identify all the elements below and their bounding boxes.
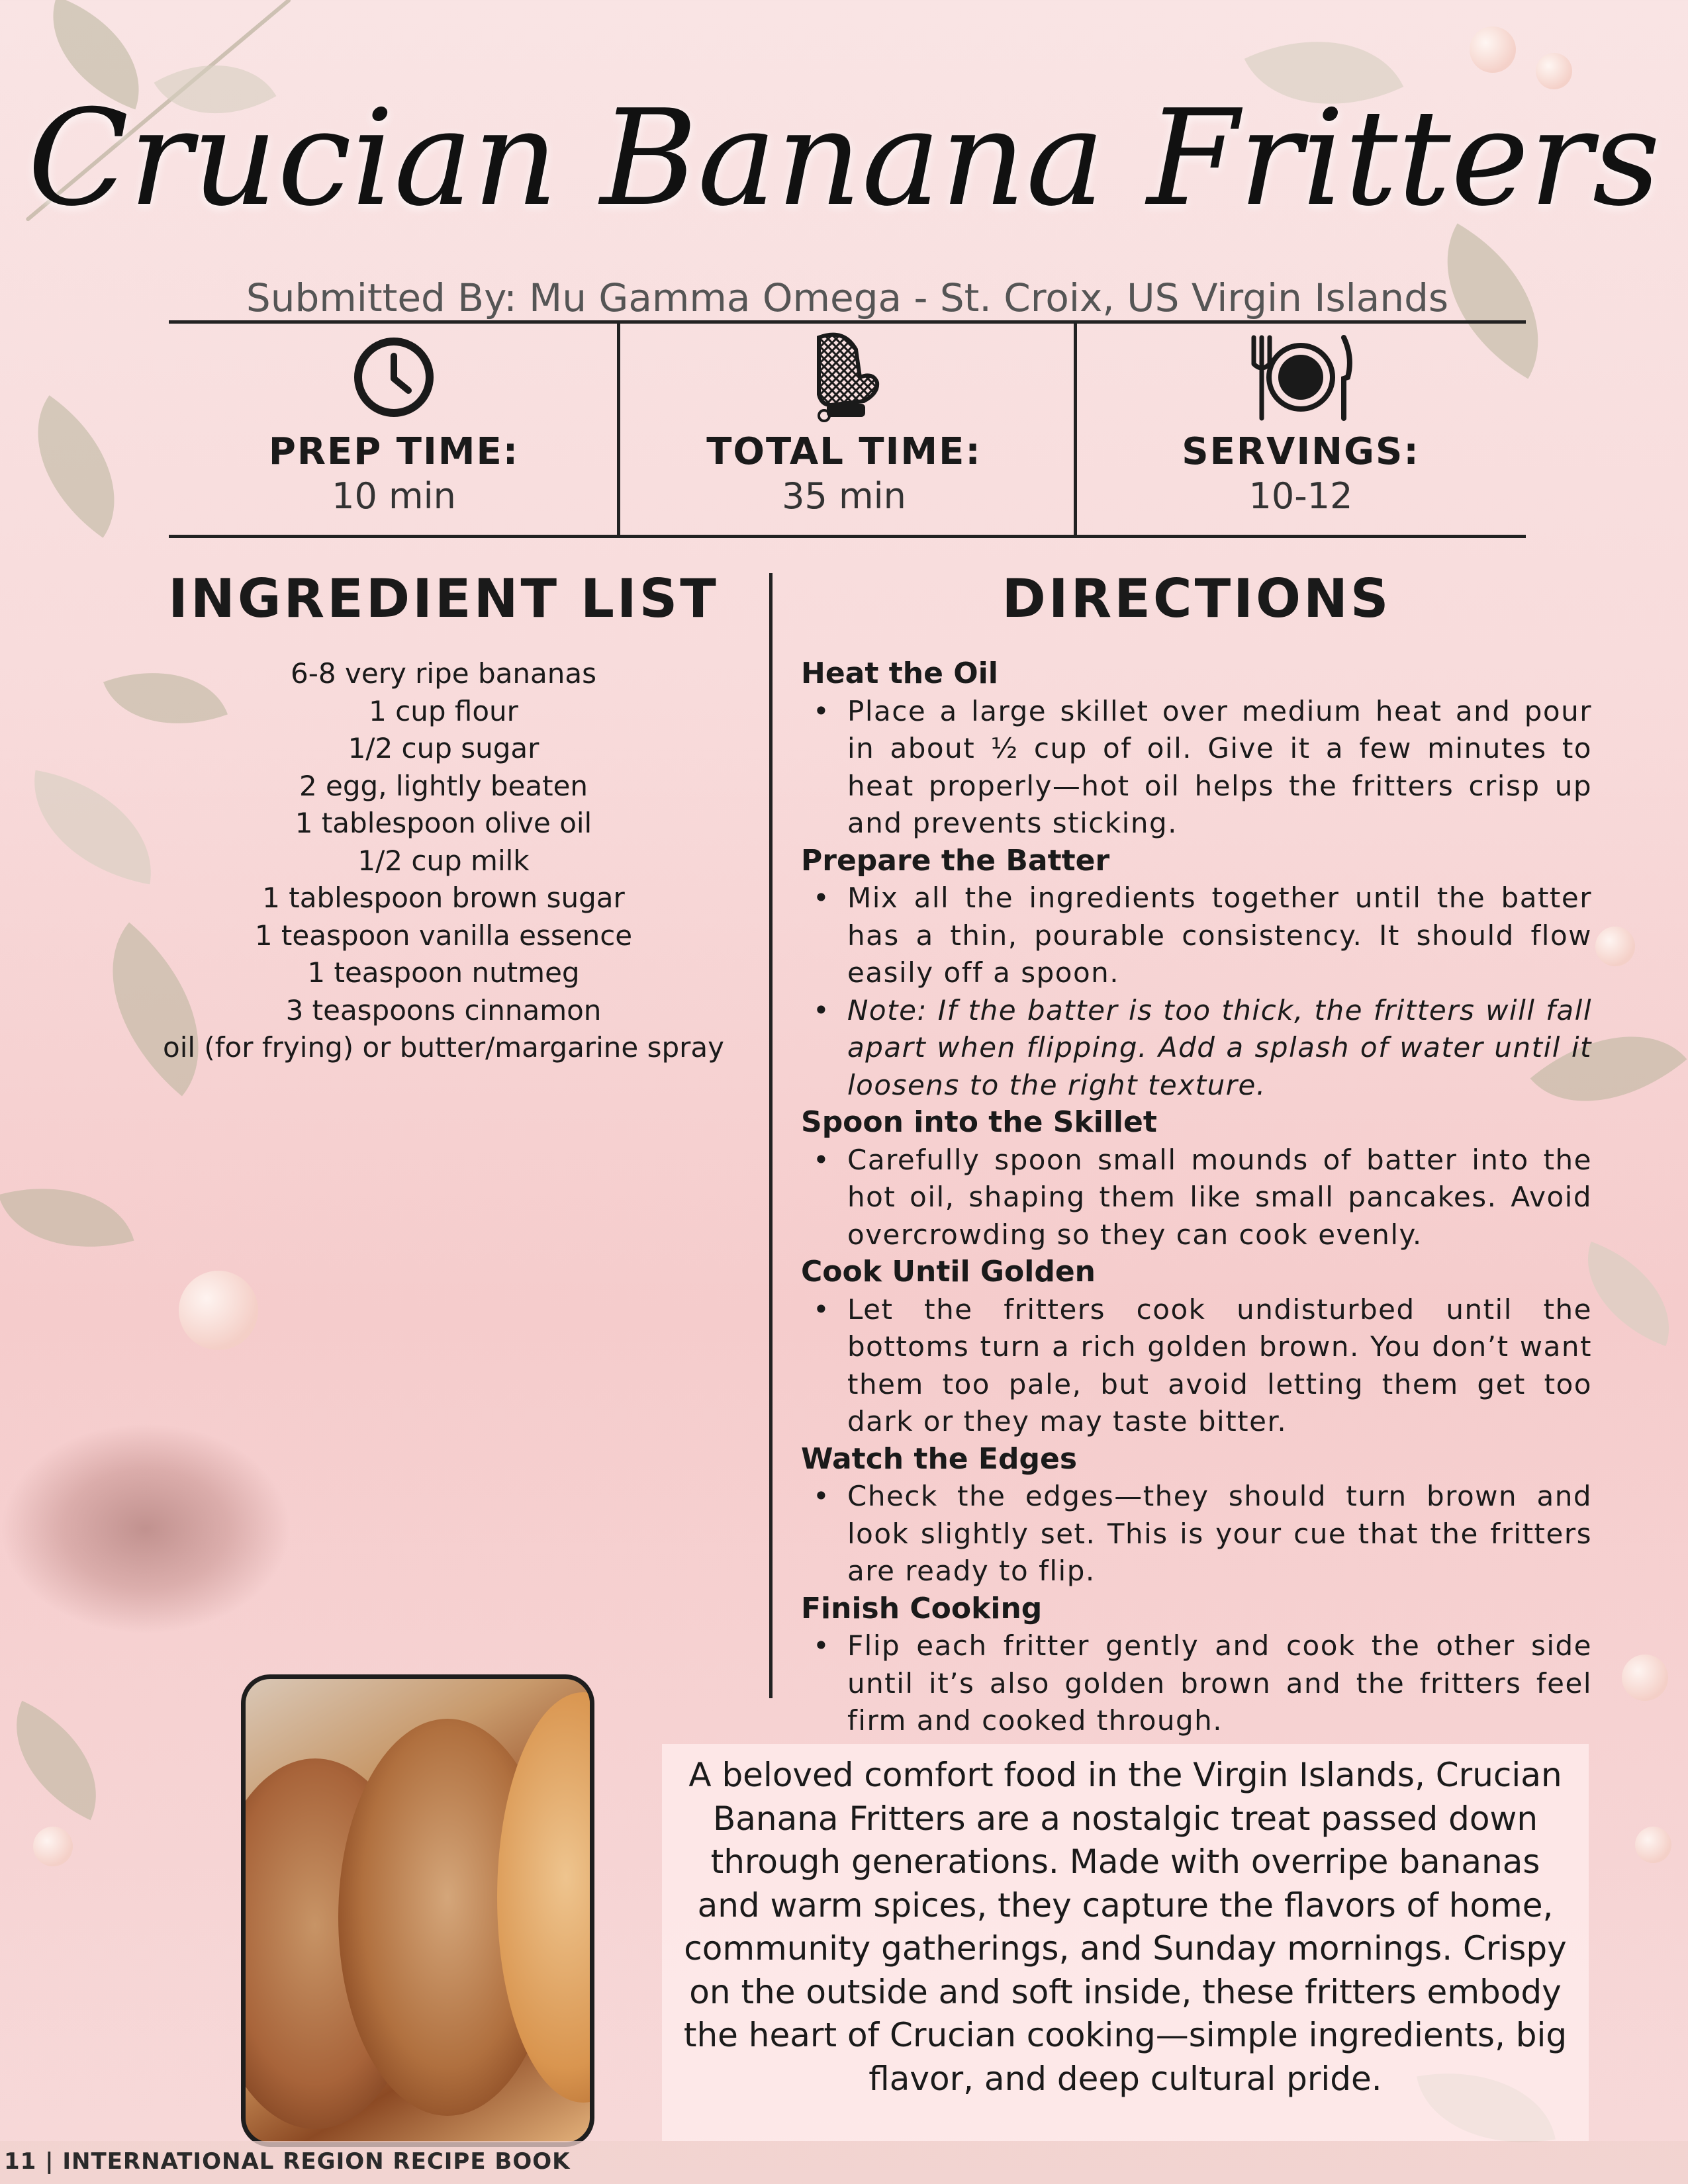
list-item: 1 tablespoon brown sugar <box>262 882 625 914</box>
step-title: Finish Cooking <box>801 1591 1043 1625</box>
step-title: Prepare the Batter <box>801 843 1110 878</box>
step-bullet: • Place a large skillet over medium heat and pour in about ½ cup of oil. Give it a few minutes to heat properly—hot oil helps the fritters crisp up and prevents sticking. <box>847 693 1592 842</box>
direction-step-spoon-skillet <box>801 1104 1592 1253</box>
divider-top <box>169 320 1526 324</box>
stat-value: 35 min <box>782 475 906 517</box>
list-item: 2 egg, lightly beaten <box>299 769 588 802</box>
list-item: 3 teaspoons cinnamon <box>285 993 602 1026</box>
stat-prep-time <box>169 331 619 529</box>
clock-icon <box>169 331 619 424</box>
direction-step-heat-oil <box>801 655 1592 842</box>
divider-bottom <box>169 535 1526 538</box>
ingredient-list <box>152 655 735 1067</box>
direction-step-cook-golden <box>801 1253 1592 1441</box>
fritters-photo <box>241 1674 594 2147</box>
stat-label: PREP TIME: <box>268 430 520 473</box>
list-item: 6-8 very ripe bananas <box>291 657 596 690</box>
step-title: Heat the Oil <box>801 657 998 690</box>
list-item: 1 teaspoon nutmeg <box>307 956 580 989</box>
list-item: 1 teaspoon vanilla essence <box>254 919 633 952</box>
step-title: Watch the Edges <box>801 1441 1078 1476</box>
step-bullet: • Let the fritters cook undisturbed until the bottoms turn a rich golden brown. You don’t want them too pale, but avoid letting them get too dark or they may taste bitter. <box>847 1291 1592 1441</box>
step-note: • Note: If the batter is too thick, the fritters will fall apart when flipping. Add a splash of water until it loosens to the right texture. <box>847 992 1592 1105</box>
step-title: Cook Until Golden <box>801 1255 1096 1289</box>
step-title: Spoon into the Skillet <box>801 1105 1157 1139</box>
directions-list <box>801 655 1592 1740</box>
list-item: 1/2 cup sugar <box>348 732 539 764</box>
recipe-title: Crucian Banana Fritters <box>27 81 1661 236</box>
ingredient-list-heading: INGREDIENT LIST <box>168 568 719 629</box>
column-divider <box>769 573 773 1698</box>
list-item: oil (for frying) or butter/margarine spray <box>163 1031 724 1064</box>
list-item: 1 cup flour <box>369 694 518 727</box>
stat-label: SERVINGS: <box>1182 430 1420 473</box>
stat-value: 10 min <box>332 475 456 517</box>
page-footer: 11 | INTERNATIONAL REGION RECIPE BOOK <box>4 2148 571 2175</box>
direction-step-prepare-batter <box>801 842 1592 1105</box>
list-item: 1/2 cup milk <box>357 844 530 877</box>
directions-heading: DIRECTIONS <box>1002 568 1391 629</box>
step-bullet: • Carefully spoon small mounds of batter into the hot oil, shaping them like small pancakes. Avoid overcrowding so they can cook evenly. <box>847 1142 1592 1254</box>
stat-label: TOTAL TIME: <box>706 430 982 473</box>
oven-mitt-icon <box>619 331 1069 424</box>
stat-total-time <box>619 331 1069 529</box>
stat-value: 10-12 <box>1248 475 1353 517</box>
stat-servings <box>1076 331 1526 529</box>
direction-step-finish-cooking <box>801 1590 1592 1740</box>
step-bullet: • Mix all the ingredients together until the batter has a thin, pourable consistency. It should flow easily off a spoon. <box>847 880 1592 992</box>
recipe-description: A beloved comfort food in the Virgin Islands, Crucian Banana Fritters are a nostalgic treat passed down through generations. Made with overripe bananas and warm spices, they capture the flavors of home, community gatherings, and Sunday mornings. Crispy on the outside and soft inside, these fritters embody the heart of Crucian cooking—simple ingredients, big flavor, and deep cultural pride. <box>683 1756 1568 2098</box>
step-bullet: • Flip each fritter gently and cook the other side until it’s also golden brown and the fritters feel firm and cooked through. <box>847 1627 1592 1740</box>
direction-step-watch-edges <box>801 1441 1592 1590</box>
plate-fork-knife-icon <box>1076 331 1526 424</box>
list-item: 1 tablespoon olive oil <box>295 807 592 839</box>
submitted-by: Submitted By: Mu Gamma Omega - St. Croix, US Virgin Islands <box>246 275 1449 320</box>
step-bullet: • Check the edges—they should turn brown and look slightly set. This is your cue that the fritters are ready to flip. <box>847 1478 1592 1590</box>
